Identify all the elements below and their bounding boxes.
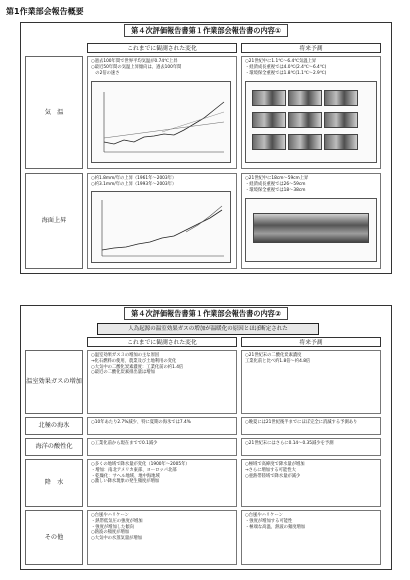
row-label-temperature: 気 温 (25, 56, 83, 169)
row-label-arctic-sea-ice: 北極の海氷 (25, 417, 83, 435)
temperature-chart-figure (91, 81, 231, 163)
column-header-observed: これまでに観測された変化 (87, 43, 237, 53)
cell-temperature-observed: ○過去100年間で世界平均気温が0.74℃上昇 ○最近50年間の気温上昇傾向は、過去100年間 の2倍の速さ (87, 56, 237, 169)
cell-sea-level-future: ○21世紀中に18cm～59cm上昇 ・経済成長重視では26～59cm ・環境保全重視では18～38cm (241, 173, 381, 269)
doc-header: 第1作業部会報告概要 (6, 7, 84, 16)
projection-map (252, 112, 286, 128)
projection-map (288, 134, 322, 150)
projection-map (252, 90, 286, 106)
cell-arctic-sea-ice-observed: ○10年あたり2.7%減少、特に夏期の海氷では7.4% (87, 417, 237, 435)
row-label-other: その他 (25, 510, 83, 565)
row-label-ocean-acidification: 海洋の酸性化 (25, 438, 83, 456)
projection-map (252, 134, 286, 150)
cell-precipitation-observed: ○多くの地域で降水量が変化（1900年～2005年） ・増加：南北アメリカ東部、ヨーロッパ北部 ・乾燥化：サヘル地域、地中海地域 ○激しい降水現象の発生頻度が増加 (87, 459, 237, 507)
slide-1-title: 第４次評価報告書第１作業部会報告書の内容① (21, 26, 391, 36)
projection-map (324, 134, 358, 150)
column-header-observed: これまでに観測された変化 (87, 337, 237, 347)
temperature-projection-maps (245, 81, 377, 163)
row-label-sea-level: 海面上昇 (25, 173, 83, 269)
projection-map (253, 213, 369, 243)
projection-map (324, 90, 358, 106)
projection-map (288, 90, 322, 106)
slide-2 (20, 305, 392, 570)
cell-other-observed: ○台風やハリケーン ・熱帯低気圧の強度が増加 ・強度が増加した傾向 ○熱波の頻度が増加 ○大気中の水蒸気量が増加 (87, 510, 237, 565)
projection-map (324, 112, 358, 128)
column-header-future: 将来予測 (241, 337, 381, 347)
cell-arctic-sea-ice-future: ○晩夏には21世紀後半までにほぼ完全に消滅する予測あり (241, 417, 381, 435)
slide-2-title: 第４次評価報告書第１作業部会報告書の内容② (21, 309, 391, 319)
row-label-precipitation: 降 水 (25, 459, 83, 507)
row-label-greenhouse-gas: 温室効果ガスの増加 (25, 350, 83, 414)
projection-map (288, 112, 322, 128)
cell-greenhouse-gas-future: ○21世紀末の二酸化炭素濃度 工業化前と比べ約1.8倍～約4.8倍 (241, 350, 381, 414)
cell-ocean-acidification-future: ○21世紀末にはさらに0.14～0.35減少を予測 (241, 438, 381, 456)
temperature-chart-graphic (92, 82, 232, 164)
sea-level-projection-map (245, 198, 377, 262)
slide-2-subtitle: 人為起源の温室効果ガスの増加が温暖化の原因とほぼ断定された (97, 323, 319, 335)
cell-sea-level-observed: ○約1.8mm/年の上昇（1961年～2003年） ○約3.1mm/年の上昇（1993年～2003年） (87, 173, 237, 269)
cell-precipitation-future: ○極域で高緯度で降水量が増加 →さらに増加する可能性大 ○亜熱帯陸域で降水量が減少 (241, 459, 381, 507)
cell-ocean-acidification-observed: ○工業化前から現在までで0.1減少 (87, 438, 237, 456)
sea-level-chart-graphic (92, 192, 232, 264)
cell-greenhouse-gas-observed: ○温室効果ガス３の増加の主な原因 →化石燃料の使用、農業及び土地利用の変化 ○大気中の二酸化炭素濃度：工業化前の約1.4倍 ○最近の二酸化炭素排出量は増加 (87, 350, 237, 414)
column-header-future: 将来予測 (241, 43, 381, 53)
slide-1 (20, 22, 392, 274)
cell-other-future: ○台風やハリケーン ・強度が増加する可能性 ・極端な高温、熱波の頻度増加 (241, 510, 381, 565)
sea-level-chart-figure (91, 191, 231, 263)
cell-temperature-future: ○21世紀中に1.1℃～6.4℃気温上昇 ・経済成長重視では4.0℃(2.4℃～6.4℃) ・環境保全重視では1.8℃(1.1℃～2.9℃) (241, 56, 381, 169)
